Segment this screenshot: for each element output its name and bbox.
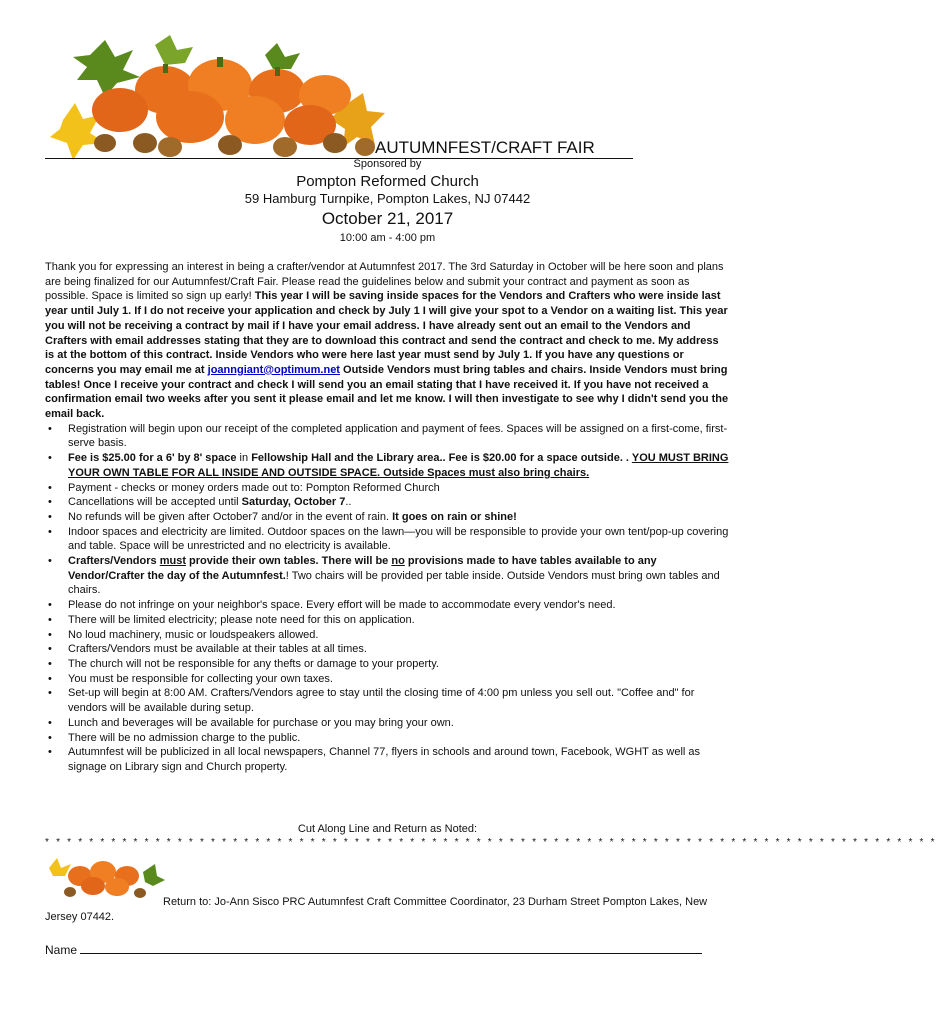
name-field[interactable]: [80, 941, 702, 954]
rule-text: Cancellations will be accepted until: [68, 496, 242, 509]
rule-text: There will be limited electricity; please note need for this on application.: [68, 613, 415, 626]
cut-line-label: Cut Along Line and Return as Noted:: [297, 823, 478, 835]
list-item: [45, 451, 730, 480]
rule-text: Crafters/Vendors: [68, 555, 160, 568]
document-body: [45, 260, 730, 775]
autumn-pumpkins-clipart: [45, 35, 385, 160]
rule-text: Lunch and beverages will be available for purchase or you may bring your own.: [68, 716, 454, 729]
rule-text: The church will not be responsible for any thefts or damage to your property.: [68, 657, 439, 670]
list-item: [45, 745, 730, 774]
return-address: Return to: Jo-Ann Sisco PRC Autumnfest Craft Committee Coordinator, 23 Durham Street Pompton Lakes, New Jersey 07442.: [45, 896, 708, 923]
rule-text: ..: [345, 496, 352, 509]
church-name: Pompton Reformed Church: [296, 173, 479, 190]
rule-text: No refunds will be given after October7 and/or in the event of rain.: [68, 510, 393, 523]
rule-text: Saturday, October 7: [241, 496, 346, 509]
rule-text: in: [236, 452, 252, 465]
intro-text: Thank you for expressing an interest in being a crafter/vendor at Autumnfest 2017. The 3rd Saturday in October will be here soon and plans are being finalized for our Autumnfest/Craft Fair. Please read the guidelines below and submit your contract and payment as soon as possible. Space is limited so sign up early!: [45, 261, 724, 303]
rule-text: Fee is $25.00 for a 6' by 8' space: [68, 452, 237, 465]
rule-text: must: [159, 555, 186, 568]
list-item: [45, 554, 730, 598]
rule-text: Fellowship Hall and the Library area.. Fee is $20.00 for a space outside. .: [251, 452, 632, 465]
pumpkin-icon: [92, 57, 351, 145]
rule-text: no: [391, 555, 405, 568]
rule-text: You must be responsible for collecting your own taxes.: [68, 672, 333, 685]
rule-text: Registration will begin upon our receipt of the completed application and payment of fees. Spaces will be assigned on a first-come, first-serve basis.: [68, 422, 728, 450]
list-item: [45, 657, 730, 672]
list-item: [45, 598, 730, 613]
list-item: [45, 481, 730, 496]
acorn-icon: [94, 133, 375, 157]
event-date: October 21, 2017: [321, 209, 454, 228]
rule-text: Please do not infringe on your neighbor's space. Every effort will be made to accommodate every vendor's need.: [68, 599, 616, 612]
list-item: [45, 642, 730, 657]
sponsored-by: Sponsored by: [353, 158, 422, 170]
rules-list: [45, 422, 730, 775]
list-item: [45, 672, 730, 687]
rule-text: ! Two chairs will be provided per table inside. Outside Vendors must bring own tables and chairs.: [68, 569, 720, 597]
intro-bold-text-2: Outside Vendors must bring tables and chairs. Inside Vendors must bring tables! Once I receive your contract and check I will send you an email stating that I have received it. If you have not received a confirmation email two weeks after you sent it please email and let me know. I will then investigate to see why I didn't send you the email back.: [45, 363, 729, 421]
rule-text: There will be no admission charge to the public.: [68, 731, 301, 744]
list-item: [45, 495, 730, 510]
intro-paragraph: [45, 260, 730, 422]
rule-text: provide their own tables. There will be: [185, 555, 392, 568]
email-link[interactable]: joanngiant@optimum.net: [207, 363, 340, 376]
pumpkin-icon: [49, 858, 165, 898]
rule-text: No loud machinery, music or loudspeakers allowed.: [68, 628, 319, 641]
list-item: [45, 510, 730, 525]
rule-text: Indoor spaces and electricity are limited. Outdoor spaces on the lawn—you will be responsible to provide your own tent/pop-up covering and table. Space will be unrestricted and no electricity is available.: [68, 525, 729, 553]
list-item: [45, 628, 730, 643]
page-title: AUTUMNFEST/CRAFT FAIR: [375, 138, 595, 157]
name-label: Name: [45, 943, 78, 957]
list-item: [45, 716, 730, 731]
name-field-row: [45, 941, 730, 957]
rule-text: Autumnfest will be publicized in all local newspapers, Channel 77, flyers in schools and around town, Facebook, WGHT as well as signage on Library sign and Church property.: [68, 746, 701, 773]
intro-bold-text: This year I will be saving inside spaces for the Vendors and Crafters who were inside last year until July 1. If I do not receive your application and check by July 1 I will give your spot to a Vendor on a waiting list. This year you will not be receiving a contract by mail if I have your email address. I have already sent out an email to the Vendors and Crafters with email addresses stating that they are to download this contract and send the contract and check to me. My address is at the bottom of this contract. Inside Vendors who were here last year must send by July 1. If you have any questions or concerns you may email me at: [45, 290, 728, 376]
list-item: [45, 731, 730, 746]
rule-text: Payment - checks or money orders made out to: Pompton Reformed Church: [68, 481, 440, 494]
autumn-pumpkins-small-clipart: [45, 850, 165, 900]
list-item: [45, 613, 730, 628]
list-item: [45, 525, 730, 554]
rule-text: provisions made to have tables available to any Vendor/Crafter the day of the Autumnfest.: [68, 555, 657, 582]
rule-text: Set-up will begin at 8:00 AM. Crafters/Vendors agree to stay until the closing time of 4:00 pm unless you sell out. "Coffee and" for vendors will be available during setup.: [68, 687, 695, 715]
church-address: 59 Hamburg Turnpike, Pompton Lakes, NJ 07442: [244, 191, 531, 206]
cut-line: * * * * * * * * * * * * * * * * * * * * * * * * * * * * * * * * * * * * * * * * * * * * * * * * * * * * * * * * * * * * * * * * * * * * * * * * * * * * * * * * *: [45, 837, 937, 848]
list-item: [45, 686, 730, 715]
rule-text: It goes on rain or shine!: [392, 510, 517, 523]
rule-text: YOU MUST BRING YOUR OWN TABLE FOR ALL INSIDE AND OUTSIDE SPACE. Outside Spaces must also bring chairs.: [68, 452, 729, 479]
event-time: 10:00 am - 4:00 pm: [339, 232, 436, 244]
list-item: [45, 422, 730, 451]
rule-text: Crafters/Vendors must be available at their tables at all times.: [68, 643, 367, 656]
